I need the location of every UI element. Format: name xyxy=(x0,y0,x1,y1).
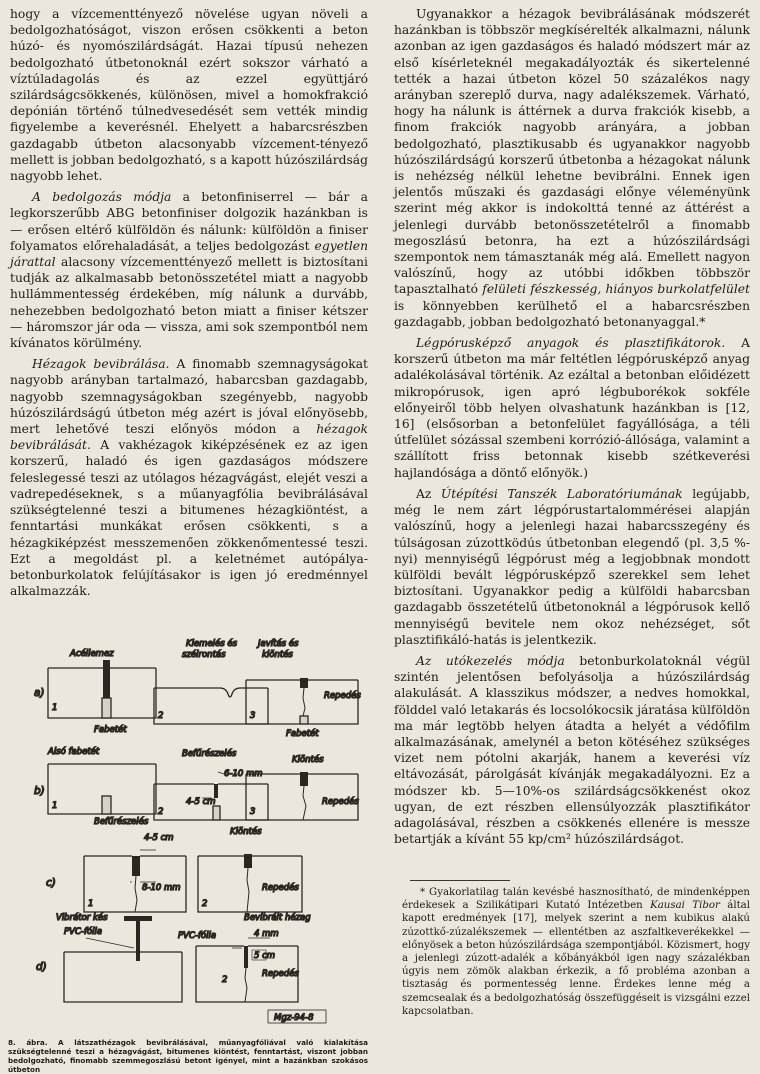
svg-text:1: 1 xyxy=(52,801,58,811)
svg-text:2: 2 xyxy=(222,975,228,985)
figure-stamp xyxy=(268,1010,326,1023)
paragraph: hogy a vízcementtényező növelése ugyan növeli a bedolgozhatóságot, viszon erősen csökkenti a beton húzó- és nyomószilárdságát. Hazai típusú nehezen bedolgozható útbetonoknál ezért sokszor várható a víztúladagolás és az ezzel együttjáró szilárdságcsökkenés, különösen, mivel a homokfrakció depónián történő túlnedvesedését sem vették mindig figyelembe a keverésnél. Ehelyett a habarcsrészben gazdagabb útbeton alacsonyabb vízcement-tényező mellett is jobban bedolgozható, s a kapott húzószilárdság nagyobb lehet. xyxy=(10,7,368,184)
left-column xyxy=(10,6,368,599)
diagram-d1 xyxy=(56,912,182,1002)
svg-text:4-5 cm: 4-5 cm xyxy=(186,797,216,807)
svg-text:Repedés: Repedés xyxy=(262,969,299,979)
svg-text:3: 3 xyxy=(250,807,256,817)
footnote-divider xyxy=(410,880,510,881)
section-heading: Az utókezelés módja xyxy=(416,653,565,668)
row-label: b) xyxy=(34,785,45,797)
footnote: * Gyakorlatilag talán kevésbé hasznosítható, de mindenképpen érdekesek a Szilikátipari Kutató Intézetben Kausai Tibor által kapott eredmények [17], melyek szerint a nem kubikus alakú zúzottkő-zúzalékszemek — ellentétben az aszfaltkeverékekkel — előnyösek a beton húzószilárdsága szempontjából. Közismert, hogy a jelenlegi zúzott-adalék a kőbányákból igen nagy százalékban úgyis nem zömök alakban érkezik, a fő probléma azonban a tisztaság és pormentesség lenne. Érdekes lenne még a szemcsealak és a bedolgozhatóság összefüggéseit is vizsgálni ezzel kapcsolatban. xyxy=(402,887,751,1017)
svg-text:1: 1 xyxy=(52,703,58,713)
svg-text:3: 3 xyxy=(250,711,256,721)
svg-text:PVC-fólia: PVC-fólia xyxy=(64,927,103,937)
diagram-c1 xyxy=(84,816,186,912)
row-label: d) xyxy=(36,961,47,973)
svg-text:Repedés: Repedés xyxy=(324,691,361,701)
emphasis: hézagok bevibrálását. xyxy=(10,422,368,453)
vibrator-knife xyxy=(136,921,140,961)
diagram-d2 xyxy=(178,912,311,1002)
paragraph: Az Útépítési Tanszék Laboratóriumának legújabb, még le nem zárt légpórustartalommérései alapján valószínű, hogy a jelenlegi hazai habarcsszegény és túlságosan zúzottködús útbetonban elegendő (pl. 3,5 %-nyi) mennyiségű légpórust még a legjobbnak mondott külföldi bevált légpórusképző szerekkel sem lehet biztosítani. Ugyanakkor pedig a külföldi habarcsban gazdagabb összetételű útbetonoknál a légpórusok kellő mennyiségű bevitele nem okoz nehézséget, sőt plasztifikáló-hatás is jelentkezik. xyxy=(394,486,750,647)
emphasis: egyetlen járattal xyxy=(10,238,368,270)
svg-text:2: 2 xyxy=(202,899,208,909)
wood-insert xyxy=(102,698,111,718)
figure-caption: 8. ábra. A látszathézagok bevibrálásával, műanyagfóliával való kialakítása szükségtelenné teszi a hézagvágást, bitumenes kiöntést, fenntartást, viszont jobban bedolgozható, finomabb szemmegoszlású betont igényel, mint a hazánkban szokásos útbeton xyxy=(8,1038,368,1074)
svg-text:Bevibrált hézag: Bevibrált hézag xyxy=(244,913,311,923)
svg-text:Alsó fabetét: Alsó fabetét xyxy=(48,747,100,757)
svg-text:5 cm: 5 cm xyxy=(254,951,276,961)
joint-diagram xyxy=(6,624,368,1036)
svg-text:PVC-fólia: PVC-fólia xyxy=(178,931,217,941)
emphasis: Kausai Tibor xyxy=(650,900,720,912)
row-label: c) xyxy=(46,877,56,889)
paragraph: Légpórusképző anyagok és plasztifikátorok. A korszerű útbeton ma már feltétlen légpórusképző anyag adalékolásával történik. Az ezáltal a betonban előidézett mikropórusok, igen apró légbuborékok sokféle előnyeiről több helyen olvashatunk hazánkban is [12, 16] (elsősorban a betonfelület fagyállósága, a téli útfelület sózással szembeni korrózió-állósága, valamint a szállított friss betonnak kisebb szétkeverési hajlandósága a döntő előnyök.) xyxy=(394,336,750,480)
svg-text:Acéllemez: Acéllemez xyxy=(70,649,114,659)
svg-text:6-10 mm: 6-10 mm xyxy=(224,769,263,779)
paragraph: A bedolgozás módja a betonfiniserrel — bár a legkorszerűbb ABG betonfiniser dolgozik hazánkban is — erősen eltérő külföldön és nálunk: külföldön a finiser folyamatos előrehaladását, a teljes bedolgozást egyetlen járattal alacsony vízcementtényező mellett is biztosítani tudják az alkalmasabb betonösszetétel miatt a nagyobb hullámmentesség érdekében, míg nálunk a durvább, nehezebben bedolgozható beton miatt a finiser kétszer — háromszor jár oda — vissza, ami sok szempontból nem kívánatos körülmény. xyxy=(10,190,369,351)
svg-text:Fabetét: Fabetét xyxy=(286,729,319,739)
svg-text:4 mm: 4 mm xyxy=(254,929,279,939)
section-heading: Légpórusképző anyagok és plasztifikátorok. xyxy=(416,336,726,351)
diagram-b1 xyxy=(47,746,156,814)
svg-text:Repedés: Repedés xyxy=(322,797,359,807)
right-column xyxy=(394,6,750,847)
svg-text:2: 2 xyxy=(158,711,164,721)
svg-text:Mgz-94-8: Mgz-94-8 xyxy=(274,1013,314,1023)
svg-text:Fabetét: Fabetét xyxy=(94,725,127,735)
emphasis: felületi fészkesség, hiányos burkolatfelület xyxy=(482,282,750,297)
row-label: a) xyxy=(34,687,45,699)
svg-text:Befűrészelés: Befűrészelés xyxy=(94,817,149,827)
emphasis: Útépítési Tanszék Laboratóriumának xyxy=(440,486,683,501)
paragraph: Hézagok bevibrálása. A finomabb szemnagyságokat nagyobb arányban tartalmazó, habarcsban gazdagabb, nagyobb szemnagyságokban szegényebb, nagyobb húzószilárdságú útbeton még azért is jóval előnyösebb, mert lehetővé teszi előnyös módon a hézagok bevibrálását. A vakhézagok kiképzésének ez az igen korszerű, haladó és igen gazdaságos módszere feleslegessé teszi az utólagos hézagvágást, elejét veszi a vadrepedéseknek, s a műanyagfólia bevibrálásával szükségtelenné teszi a bitumenes hézagkiöntést, a fenntartási munkákat erősen csökkenti, s a hézagkiképzést messzemenően zökkenőmentessé teszi. Ezt a megoldást pl. a keletnémet autópálya-betonburkolatok felújításakor is igen jó eredménnyel alkalmazzák. xyxy=(10,357,368,599)
vibrator-knife-bar xyxy=(124,916,152,921)
svg-text:Kiöntés: Kiöntés xyxy=(292,755,324,765)
diagram-b3 xyxy=(246,754,359,820)
svg-text:8-10 mm: 8-10 mm xyxy=(142,883,181,893)
svg-text:Javítás és: Javítás és xyxy=(258,639,299,649)
svg-text:1: 1 xyxy=(88,899,94,909)
svg-text:4-5 cm: 4-5 cm xyxy=(144,833,174,843)
section-heading: Hézagok bevibrálása. xyxy=(32,357,170,372)
svg-text:Befűrészelés: Befűrészelés xyxy=(182,749,237,759)
diagram-c2 xyxy=(198,826,302,912)
svg-text:szélrontás: szélrontás xyxy=(182,650,226,660)
steel-plate xyxy=(103,660,110,698)
paragraph: Ugyanakkor a hézagok bevibrálásának módszerét hazánkban is többször megkísérelték alkalmazni, nálunk azonban az igen gazdaságos és haladó módszert már az első kísérleteknél megakadályozták és sikertelenné tették a hazai útbeton közel 50 százalékos nagy arányban szereplő durva, nagy adalékszemek. Várható, hogy ha nálunk is áttérnek a durva frakciók kisebb, a finom frakciók nagyobb arányára, a jobban bedolgozható, plasztikusabb és ugyanakkor nagyobb húzószilárdságú korszerű útbetonba a hézagokat nálunk is nehézség nélkül lehetne bevibrálni. Ennek igen jelentős műszaki és gazdasági előnye véleményünk szerint még akkor is indokolttá tenné az áttérést a jelenlegi durvább betonösszetételről a finomabb megoszlású betonra, ha ezt a húzószilárdsági szempontok nem támasztanák még alá. Emellett nagyon valószínű, hogy az utóbbi időkben többször tapasztalható felületi fészkesség, hiányos burkolatfelület is könnyebben kerülhető el a habarcsrészben gazdagabb, jobban bedolgozható betonanyaggal.* xyxy=(394,7,750,329)
svg-text:kiöntés: kiöntés xyxy=(262,650,293,660)
diagram-a1 xyxy=(48,648,156,735)
emphasis: A bedolgozás módja xyxy=(32,190,172,205)
svg-text:Repedés: Repedés xyxy=(262,883,299,893)
svg-text:Vibrátor kés: Vibrátor kés xyxy=(56,913,108,923)
svg-text:Kiöntés: Kiöntés xyxy=(230,827,262,837)
svg-text:2: 2 xyxy=(158,807,164,817)
joint-figure xyxy=(6,624,368,1036)
svg-text:Kiemelés és: Kiemelés és xyxy=(186,639,238,649)
paragraph: Az utókezelés módja betonburkolatoknál végül szintén jelentősen befolyásolja a húzószilárdság alakulását. A klasszikus módszer, a nedves homokkal, földdel való letakarás és locsolókocsik járatása külföldön ma már legtöbb helyen átadta a helyét a védőfilm alkalmazásának, amelynél a beton kötéséhez szükséges vizet nem pótolni akarják, hanem a keverési víz eltávozását, párolgását kívánják megakadályozni. Ez a módszer kb. 5—10%-os szilárdságcsökkenést okoz ugyan, de ezt részben ellensúlyozzák plasztifikátor adagolásával, részben a csökkenés ellenére is messze betartják a kívánt 55 kp/cm² húzószilárdságot. xyxy=(394,653,751,847)
